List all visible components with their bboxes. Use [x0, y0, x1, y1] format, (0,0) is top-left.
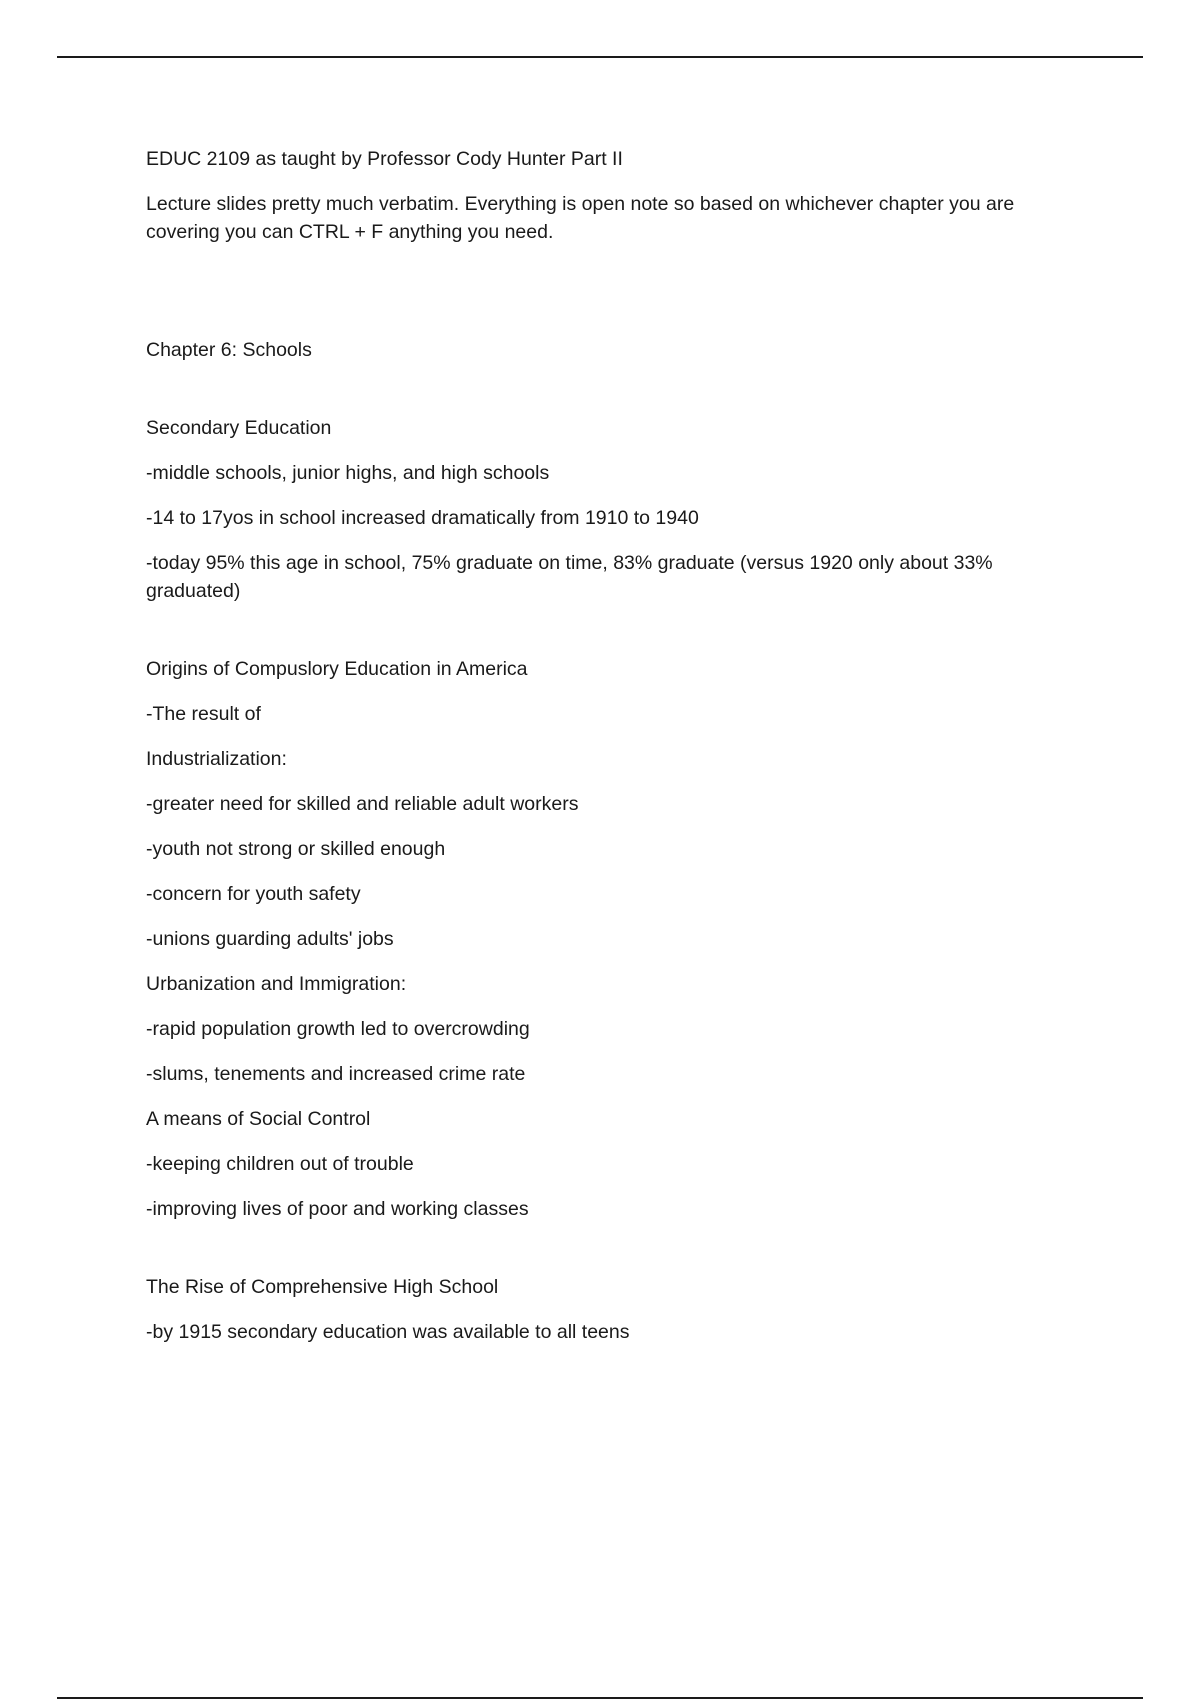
- section-heading: Origins of Compuslory Education in America: [146, 658, 528, 680]
- subheading: Industrialization:: [146, 748, 287, 770]
- list-item: -greater need for skilled and reliable adult workers: [146, 793, 579, 815]
- list-item: -youth not strong or skilled enough: [146, 838, 446, 860]
- section-heading: Secondary Education: [146, 417, 332, 439]
- intro-paragraph: Lecture slides pretty much verbatim. Everything is open note so based on whichever chapter you are covering you can CTRL + F anything you need.: [146, 193, 1015, 243]
- list-item: -slums, tenements and increased crime rate: [146, 1063, 526, 1085]
- subheading: Urbanization and Immigration:: [146, 973, 407, 995]
- list-item: -14 to 17yos in school increased dramatically from 1910 to 1940: [146, 507, 699, 529]
- list-item: -by 1915 secondary education was available to all teens: [146, 1321, 630, 1343]
- list-item: -middle schools, junior highs, and high schools: [146, 462, 550, 484]
- list-item: -rapid population growth led to overcrowding: [146, 1018, 530, 1040]
- list-item: -The result of: [146, 703, 261, 725]
- document-body: [146, 145, 1076, 1363]
- list-item: -keeping children out of trouble: [146, 1153, 414, 1175]
- bottom-rule: [57, 1697, 1143, 1699]
- list-item: -today 95% this age in school, 75% graduate on time, 83% graduate (versus 1920 only about 33% graduated): [146, 552, 993, 602]
- list-item: -improving lives of poor and working classes: [146, 1198, 529, 1220]
- list-item: -unions guarding adults' jobs: [146, 928, 394, 950]
- chapter-heading: Chapter 6: Schools: [146, 339, 312, 361]
- list-item: -concern for youth safety: [146, 883, 361, 905]
- top-rule: [57, 56, 1143, 58]
- section-heading: The Rise of Comprehensive High School: [146, 1276, 499, 1298]
- subheading: A means of Social Control: [146, 1108, 371, 1130]
- document-title: EDUC 2109 as taught by Professor Cody Hunter Part II: [146, 148, 623, 170]
